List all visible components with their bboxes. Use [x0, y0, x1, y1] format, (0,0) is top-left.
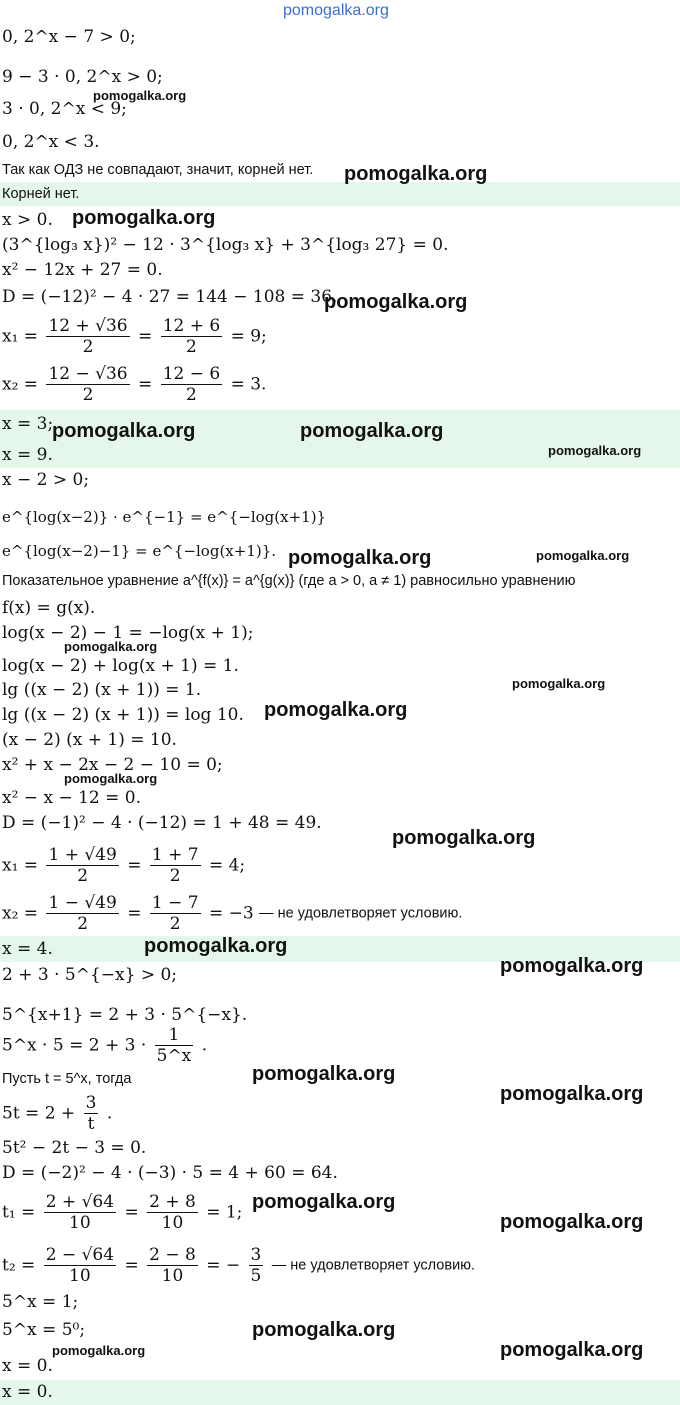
math-line-42: x = 0.: [2, 1356, 53, 1376]
watermark: pomogalka.org: [536, 548, 630, 563]
fraction: $\frac{2 + √64}{10}$: [45, 1192, 115, 1233]
lhs: x₁ =: [2, 326, 39, 347]
text-line-18: Показательное уравнение a^{f(x)} = a^{g(x)} (где a > 0, a ≠ 1) равносильно уравнению: [2, 573, 576, 589]
watermark: pomogalka.org: [300, 420, 444, 442]
math-line-7: x > 0.: [2, 210, 53, 230]
math-line-28: x₁ = $\frac{1 + √49}{2}$ = $\frac{1 + 7}{2}$ = 4;: [2, 845, 246, 886]
math-line-19: f(x) = g(x).: [2, 598, 96, 618]
math-line-37: D = (−2)² − 4 · (−3) · 5 = 4 + 60 = 64.: [2, 1163, 338, 1183]
math-line-10: D = (−12)² − 4 · 27 = 144 − 108 = 36.: [2, 287, 338, 307]
math-line-21: log(x − 2) + log(x + 1) = 1.: [2, 656, 239, 676]
fraction: $\frac{3}{t}$: [85, 1093, 97, 1134]
math-line-36: 5t² − 2t − 3 = 0.: [2, 1138, 147, 1158]
math-line-32: 5^{x+1} = 2 + 3 · 5^{−x}.: [2, 1005, 248, 1025]
math-line-39: t₂ = $\frac{2 - √64}{10}$ = $\frac{2 - 8}{10}$ = − $\frac{3}{5}$ — не удовлетворяет условию.: [2, 1245, 476, 1286]
watermark: pomogalka.org: [64, 639, 158, 654]
watermark: pomogalka.org: [500, 955, 644, 977]
text-line-5: Так как ОДЗ не совпадают, значит, корней нет.: [2, 162, 314, 178]
fraction: $\frac{12 + √36}{2}$: [48, 316, 128, 357]
watermark: pomogalka.org: [548, 443, 642, 458]
watermark: pomogalka.org: [392, 827, 536, 849]
watermark: pomogalka.org: [52, 1343, 146, 1358]
watermark: pomogalka.org: [500, 1211, 644, 1233]
fraction: $\frac{12 + 6}{2}$: [162, 316, 221, 357]
math-line-2: 9 − 3 · 0, 2^x > 0;: [2, 67, 163, 87]
fraction: $\frac{2 + 8}{10}$: [149, 1192, 196, 1233]
watermark: pomogalka.org: [52, 420, 196, 442]
math-line-16: e^{log(x−2)} · e^{−1} = e^{−log(x+1)}: [2, 508, 327, 526]
fraction: $\frac{12 - √36}{2}$: [48, 364, 128, 405]
math-line-29: x₂ = $\frac{1 - √49}{2}$ = $\frac{1 - 7}{2}$ = −3 — не удовлетворяет условию.: [2, 893, 463, 934]
math-line-1: 0, 2^x − 7 > 0;: [2, 27, 136, 47]
answer-band-3: x = 9.: [0, 440, 680, 468]
math-line-33: 5^x · 5 = 2 + 3 · $\frac{1}{5\^{}x}$ .: [2, 1025, 208, 1066]
math-line-25: x² + x − 2x − 2 − 10 = 0;: [2, 755, 223, 775]
fraction: $\frac{1 - 7}{2}$: [151, 893, 199, 934]
watermark: pomogalka.org: [93, 88, 187, 103]
math-line-8: (3^{log₃ x})² − 12 · 3^{log₃ x} + 3^{log₃ 27} = 0.: [2, 235, 449, 255]
fraction: $\frac{2 - √64}{10}$: [45, 1245, 115, 1286]
site-link[interactable]: pomogalka.org: [283, 2, 389, 19]
answer-band-1: Корней нет.: [0, 182, 680, 206]
watermark: pomogalka.org: [324, 291, 468, 313]
answer-band-2: x = 3;: [0, 410, 680, 440]
math-line-4: 0, 2^x < 3.: [2, 132, 100, 152]
math-line-11: x₁ = $\frac{12 + √36}{2}$ = $\frac{12 + 6}{2}$ = 9;: [2, 316, 267, 357]
fraction: $\frac{1 + 7}{2}$: [151, 845, 199, 886]
watermark: pomogalka.org: [264, 699, 408, 721]
watermark: pomogalka.org: [252, 1319, 396, 1341]
math-line-3: 3 · 0, 2^x < 9;: [2, 99, 127, 119]
watermark: pomogalka.org: [500, 1339, 644, 1361]
fraction: $\frac{1 + √49}{2}$: [48, 845, 117, 886]
math-line-35: 5t = 2 + $\frac{3}{t}$ .: [2, 1093, 113, 1134]
watermark: pomogalka.org: [144, 935, 288, 957]
answer-band-4: x = 4.: [0, 936, 680, 962]
math-line-12: x₂ = $\frac{12 - √36}{2}$ = $\frac{12 - 6}{2}$ = 3.: [2, 364, 267, 405]
fraction: $\frac{3}{5}$: [250, 1245, 262, 1286]
fraction: $\frac{2 - 8}{10}$: [149, 1245, 196, 1286]
math-line-9: x² − 12x + 27 = 0.: [2, 260, 163, 280]
math-line-23: lg ((x − 2) (x + 1)) = log 10.: [2, 705, 244, 725]
watermark: pomogalka.org: [72, 207, 216, 229]
fraction: $\frac{1 - √49}{2}$: [48, 893, 117, 934]
fraction: $\frac{1}{5\^{}x}$: [156, 1025, 192, 1066]
math-line-41: 5^x = 5⁰;: [2, 1320, 86, 1340]
math-line-40: 5^x = 1;: [2, 1292, 79, 1312]
math-line-38: t₁ = $\frac{2 + √64}{10}$ = $\frac{2 + 8}{10}$ = 1;: [2, 1192, 243, 1233]
math-line-20: log(x − 2) − 1 = −log(x + 1);: [2, 623, 254, 643]
math-line-26: x² − x − 12 = 0.: [2, 788, 141, 808]
note: — не удовлетворяет условию.: [259, 905, 463, 922]
math-line-17: e^{log(x−2)−1} = e^{−log(x+1)}.: [2, 542, 277, 560]
note: — не удовлетворяет условию.: [271, 1257, 476, 1274]
math-line-31: 2 + 3 · 5^{−x} > 0;: [2, 965, 178, 985]
watermark: pomogalka.org: [64, 771, 158, 786]
math-line-27: D = (−1)² − 4 · (−12) = 1 + 48 = 49.: [2, 813, 322, 833]
watermark: pomogalka.org: [500, 1083, 644, 1105]
text-line-34: Пусть t = 5^x, тогда: [2, 1071, 132, 1087]
answer-band-5: x = 0.: [0, 1380, 680, 1405]
watermark: pomogalka.org: [288, 547, 432, 569]
watermark: pomogalka.org: [344, 163, 488, 185]
fraction: $\frac{12 - 6}{2}$: [162, 364, 221, 405]
watermark: pomogalka.org: [252, 1191, 396, 1213]
watermark: pomogalka.org: [512, 676, 606, 691]
watermark: pomogalka.org: [252, 1063, 396, 1085]
math-line-22: lg ((x − 2) (x + 1)) = 1.: [2, 680, 202, 700]
math-line-15: x − 2 > 0;: [2, 470, 90, 490]
math-line-24: (x − 2) (x + 1) = 10.: [2, 730, 177, 750]
